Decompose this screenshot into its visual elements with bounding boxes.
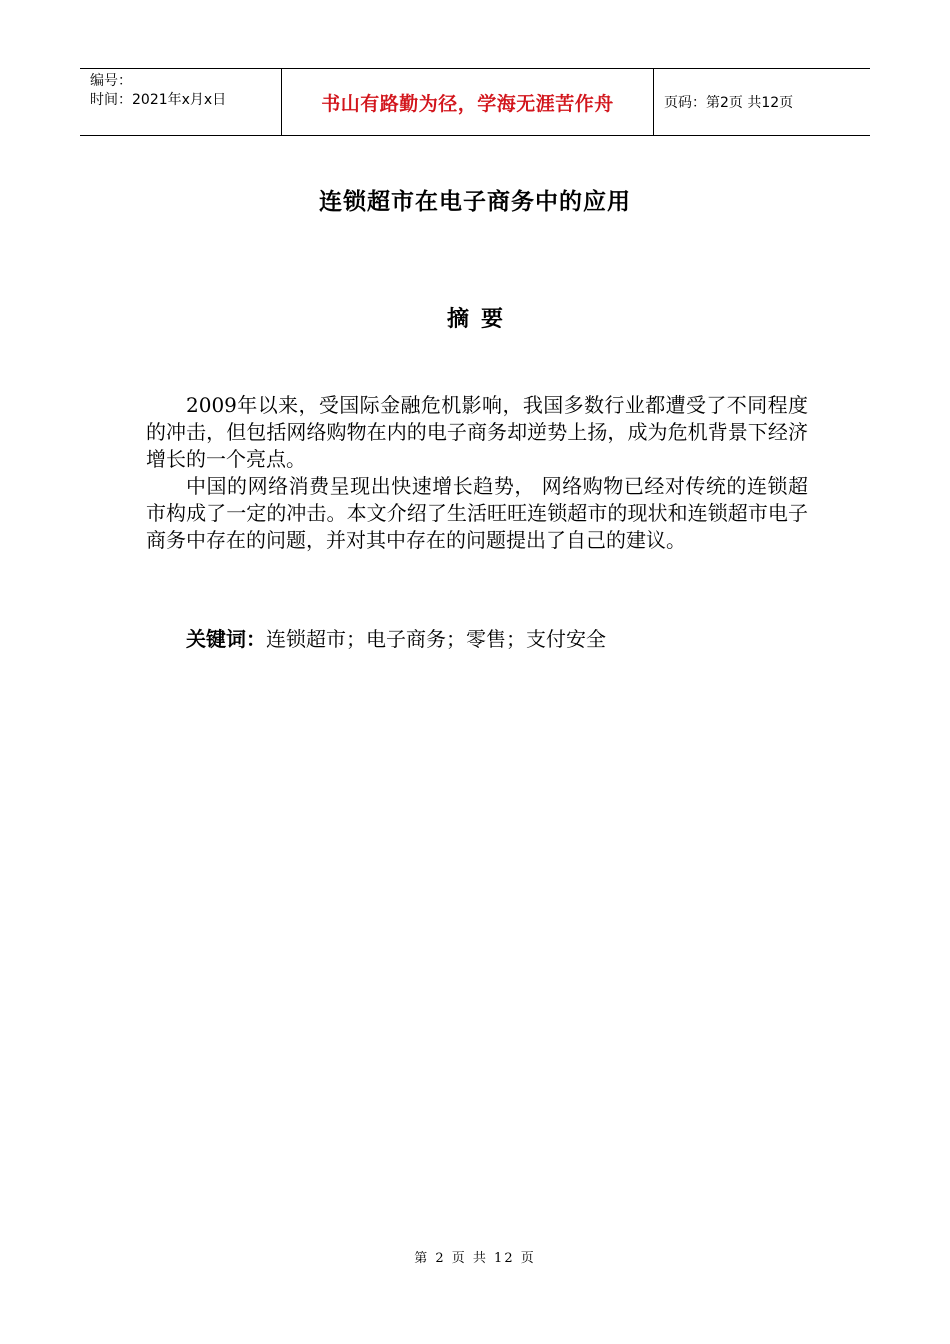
- keywords-line: [186, 626, 606, 653]
- header-meta-cell: [80, 69, 281, 135]
- page-info: 页码：第2页 共12页: [664, 95, 794, 111]
- keywords-value: 连锁超市；电子商务；零售；支付安全: [266, 627, 606, 651]
- keywords-label: 关键词：: [186, 627, 266, 651]
- motto-text: 书山有路勤为径，学海无涯苦作舟: [321, 92, 614, 115]
- abstract-heading: 摘要: [446, 307, 515, 332]
- header-motto-cell: [281, 69, 654, 135]
- abstract-body: [146, 392, 808, 554]
- time-label: 时间：2021年x月x日: [90, 92, 227, 108]
- document-title: 连锁超市在电子商务中的应用: [319, 189, 631, 215]
- abstract-paragraph: 中国的网络消费呈现出快速增长趋势， 网络购物已经对传统的连锁超市构成了一定的冲击。本文介绍了生活旺旺连锁超市的现状和连锁超市电子商务中存在的问题，并对其中存在的问题提出了自己的建议。: [146, 474, 808, 552]
- header-page-cell: [654, 69, 870, 135]
- abstract-paragraph: 2009年以来，受国际金融危机影响，我国多数行业都遭受了不同程度的冲击，但包括网络购物在内的电子商务却逆势上扬，成为危机背景下经济增长的一个亮点。: [146, 393, 808, 471]
- number-label: 编号：: [90, 73, 132, 89]
- page-footer: 第 2 页 共 12 页: [414, 1251, 536, 1266]
- header-table: [80, 68, 870, 136]
